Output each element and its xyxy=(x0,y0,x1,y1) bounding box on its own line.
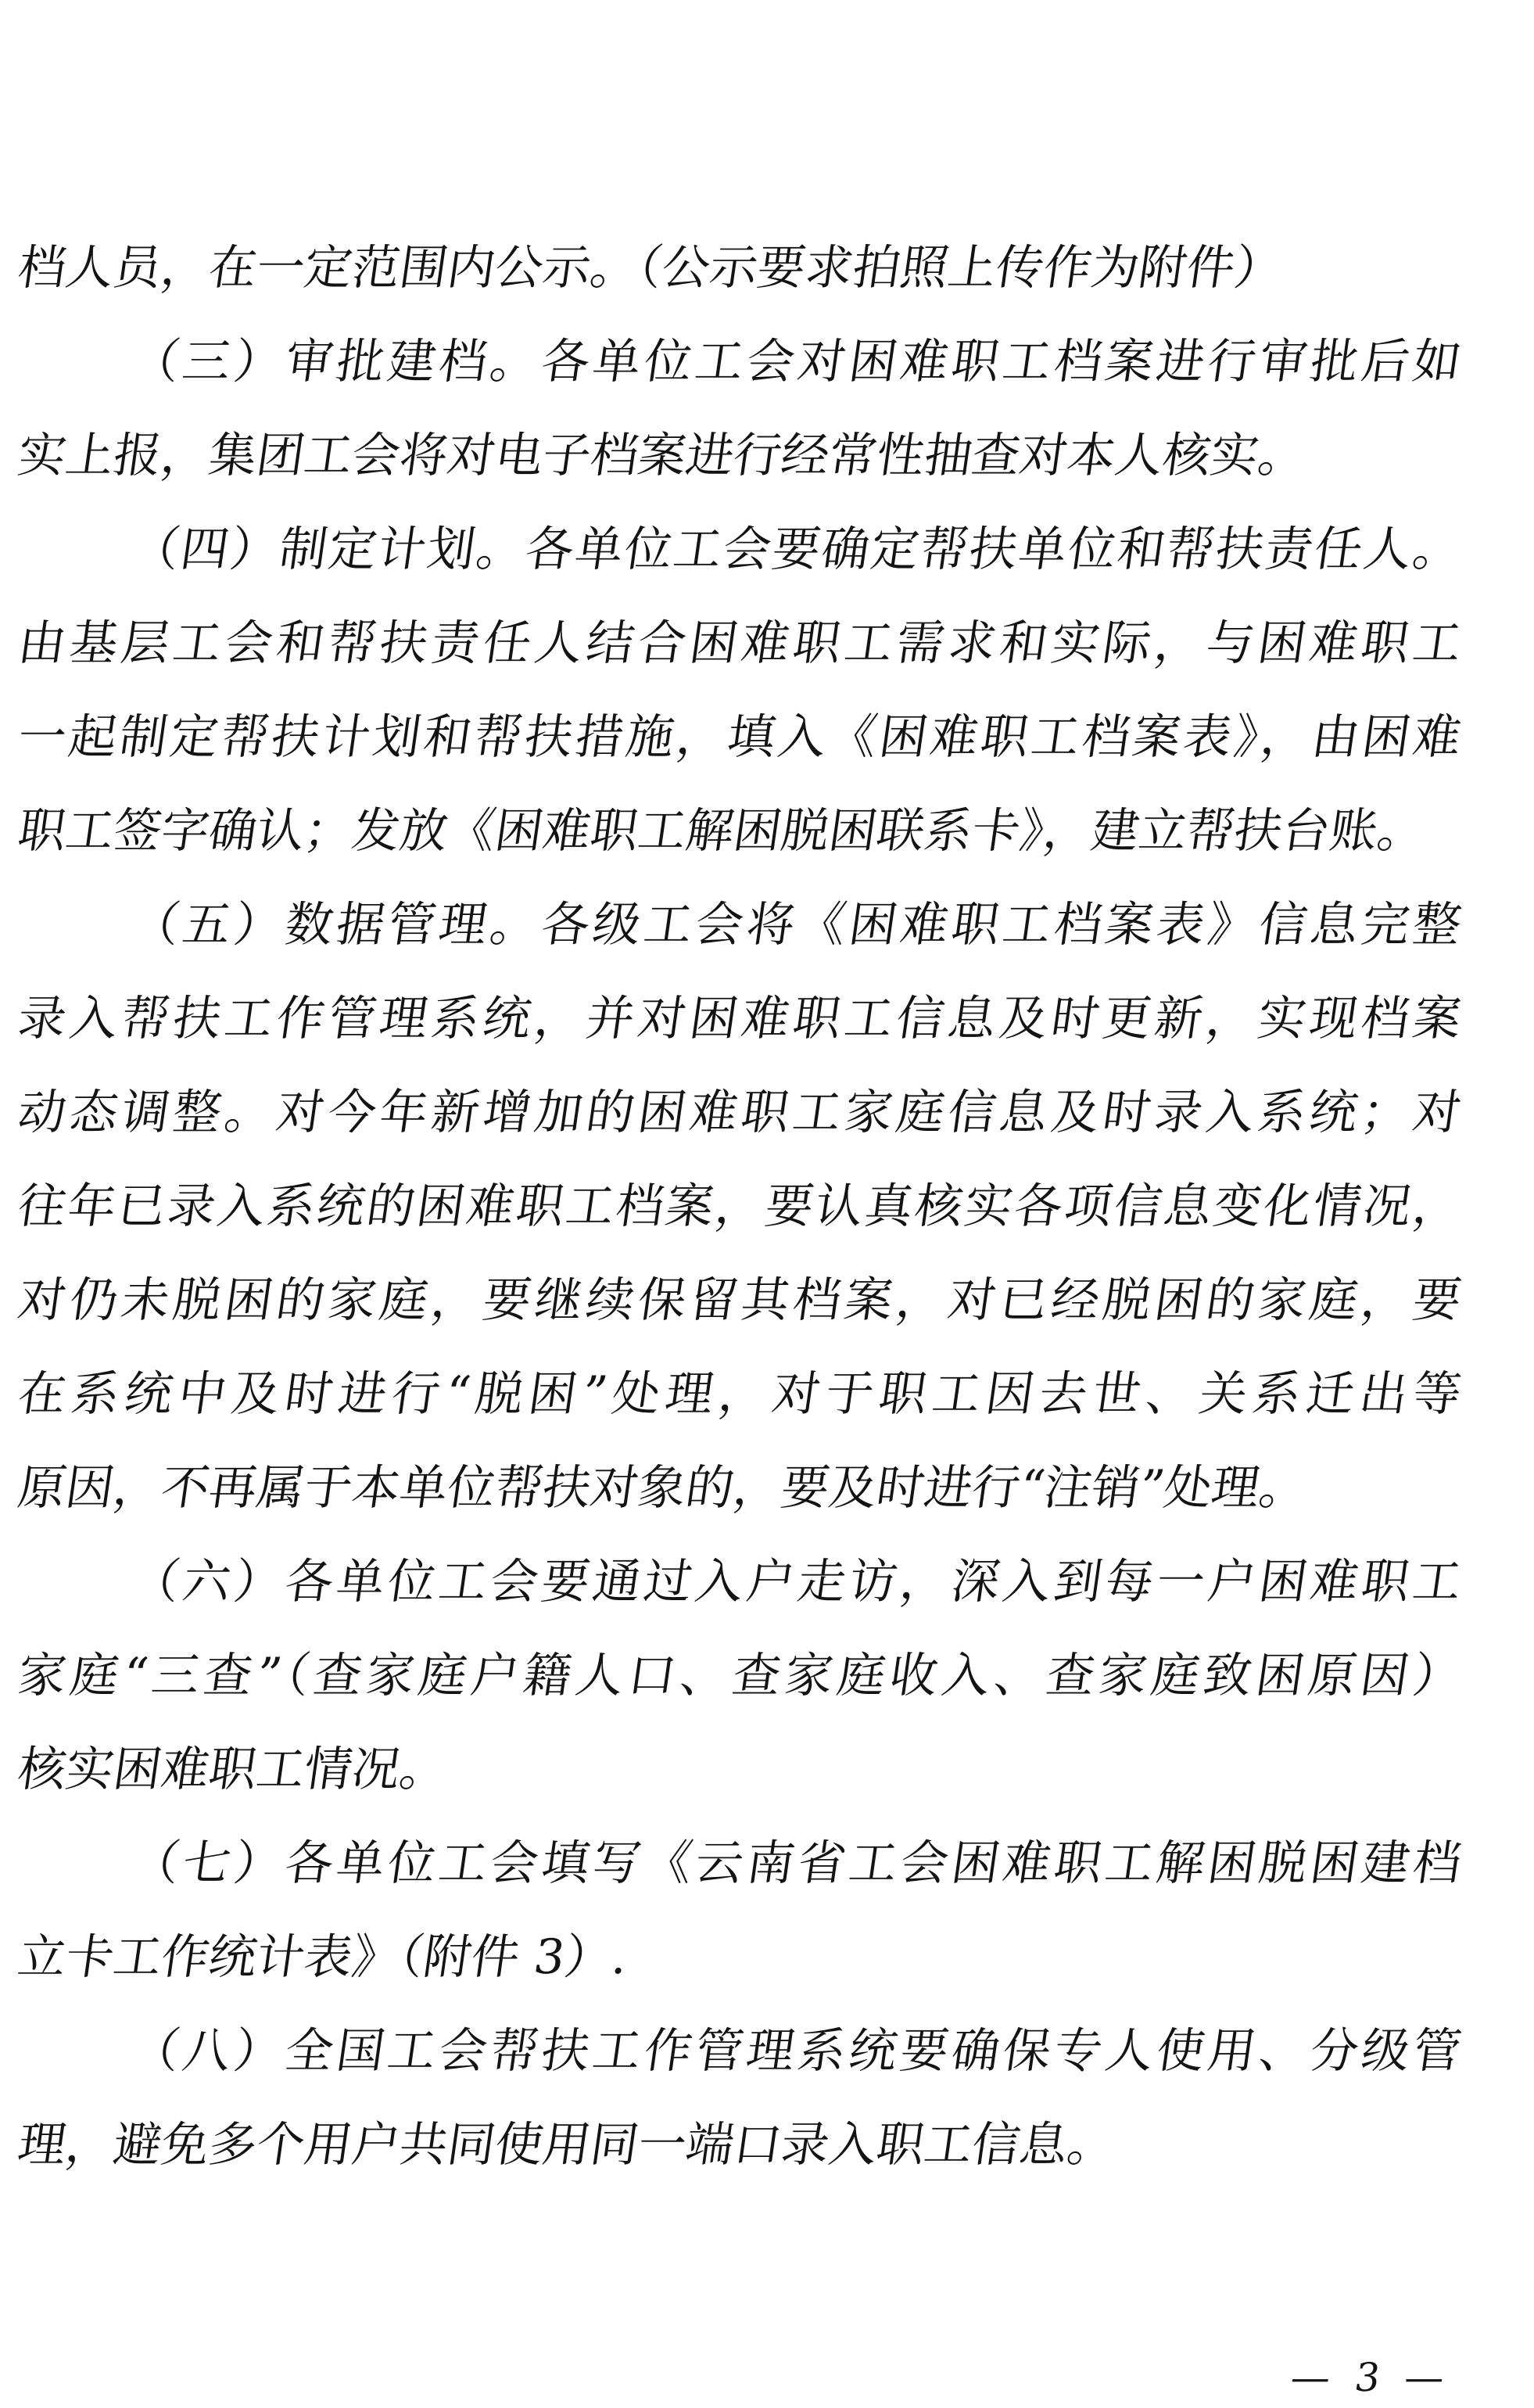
text-line: （四）制定计划。各单位工会要确定帮扶单位和帮扶责任人。 xyxy=(127,522,1465,577)
text-line: （七）各单位工会填写《云南省工会困难职工解困脱困建档 xyxy=(127,1836,1465,1891)
text-line: 职工签字确认；发放《困难职工解困脱困联系卡》，建立帮扶台账。 xyxy=(14,803,1430,859)
text-line: （三）审批建档。各单位工会对困难职工档案进行审批后如 xyxy=(127,334,1465,389)
text-line: 原因，不再属于本单位帮扶对象的，要及时进行“注销”处理。 xyxy=(14,1460,1311,1516)
text-line: 家庭“三查”（查家庭户籍人口、查家庭收入、查家庭致困原因） xyxy=(14,1648,1465,1703)
document-body xyxy=(12,221,1465,2192)
text-line: 立卡工作统计表》（附件 3）. xyxy=(14,1929,632,1985)
text-line: 核实困难职工情况。 xyxy=(14,1742,452,1797)
text-line: 动态调整。对今年新增加的困难职工家庭信息及时录入系统；对 xyxy=(14,1085,1465,1140)
text-line: 一起制定帮扶计划和帮扶措施，填入《困难职工档案表》，由困难 xyxy=(14,709,1465,765)
text-line: （八）全国工会帮扶工作管理系统要确保专人使用、分级管 xyxy=(127,2023,1465,2079)
text-line: 录入帮扶工作管理系统，并对困难职工信息及时更新，实现档案 xyxy=(14,991,1465,1046)
page-number: — 3 — xyxy=(1288,2355,1451,2400)
text-line: 理，避免多个用户共同使用同一端口录入职工信息。 xyxy=(14,2117,1120,2173)
text-line: 由基层工会和帮扶责任人结合困难职工需求和实际，与困难职工 xyxy=(14,615,1465,671)
text-line: （六）各单位工会要通过入户走访，深入到每一户困难职工 xyxy=(127,1554,1465,1610)
text-line: （五）数据管理。各级工会将《困难职工档案表》信息完整 xyxy=(127,897,1465,953)
text-line: 往年已录入系统的困难职工档案，要认真核实各项信息变化情况， xyxy=(14,1179,1465,1234)
text-line: 档人员，在一定范围内公示。（公示要求拍照上传作为附件） xyxy=(14,240,1287,296)
text-line: 在系统中及时进行“脱困”处理，对于职工因去世、关系迁出等 xyxy=(14,1366,1465,1422)
text-line: 实上报，集团工会将对电子档案进行经常性抽查对本人核实。 xyxy=(14,428,1310,483)
text-line: 对仍未脱困的家庭，要继续保留其档案，对已经脱困的家庭，要 xyxy=(14,1272,1465,1328)
